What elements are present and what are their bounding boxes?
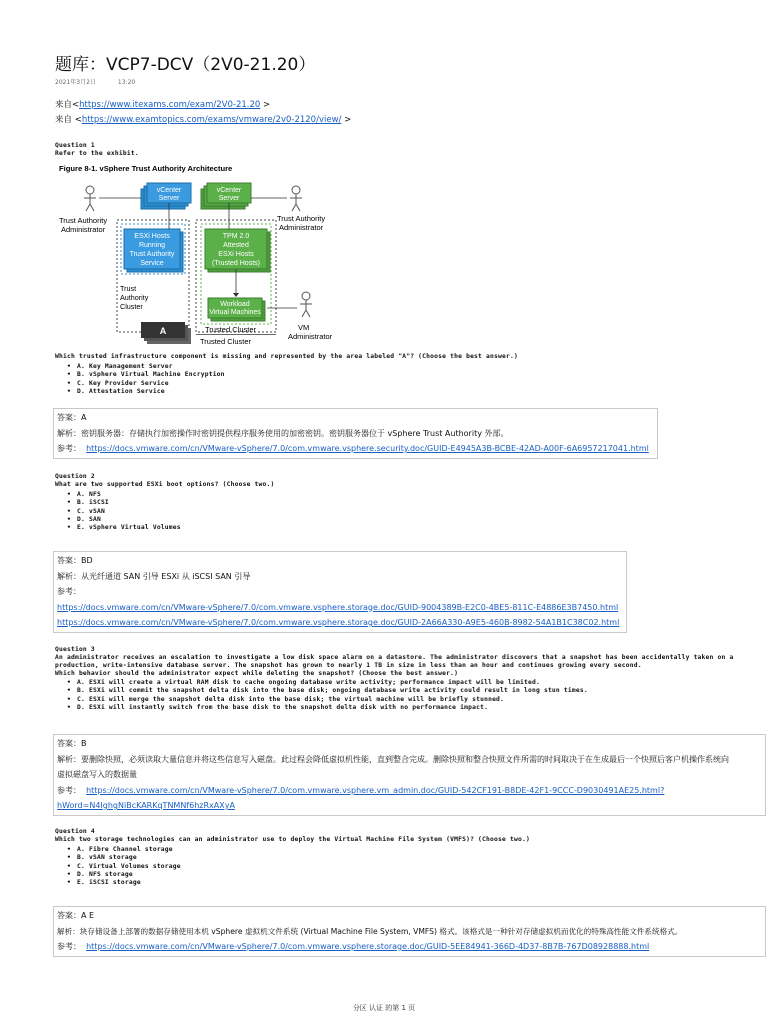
svg-text:Cluster: Cluster: [120, 302, 143, 311]
answer-box-4: 答案：A E 解析：块存储设备上部署的数据存储使用本机 vSphere 虚拟机文件系统 (Virtual Machine File System, VMFS) 格式。该格式是一种针对存储虚拟机而优化的特殊高性能文件系统格式。 参考： https://docs.vmware.com/cn/VMware-vSphere/7.0/com.vmware.vsphere.storage.doc/GUID-5EE84941-366D-4D37-8B7B-767D08928888.html: [53, 906, 766, 957]
source-link-2[interactable]: https://www.examtopics.com/exams/vmware/2v0-2120/view/: [81, 115, 342, 125]
source-line-1: 来自<https://www.itexams.com/exam/2V0-21.20 >: [55, 100, 271, 110]
page-title: 题库：VCP7-DCV（2V0-21.20）: [55, 55, 316, 75]
svg-text:ESXi Hosts: ESXi Hosts: [134, 233, 170, 240]
svg-text:Trusted Cluster: Trusted Cluster: [200, 337, 251, 346]
time-text: 13:20: [117, 79, 136, 86]
svg-text:A: A: [159, 326, 167, 336]
svg-text:vCenter: vCenter: [216, 187, 242, 194]
svg-text:VM: VM: [298, 323, 310, 332]
reference-link-1[interactable]: https://docs.vmware.com/cn/VMware-vSphere/7.0/com.vmware.vsphere.storage.doc/GUID-9004389B-E2C0-4BE5-811C-E4886E3B7450.html: [57, 602, 619, 612]
option-b: • B. vSphere Virtual Machine Encryption: [67, 371, 760, 379]
question-header: Question 1: [55, 142, 95, 149]
question-3: Question 3 An administrator receives an escalation to investigate a low disk space alarm on a datastore. The administrator discovers that a snapshot has been accidentally taken on a production, write-intensive database server. The snapshot has grown to nearly 1 TB in size in less than an hour and continues growing every second. Which behavior should the administrator expect while deleting the snapshot? (Choose the best answer.) • A. ESXi will create a virtual RAM disk to cache ongoing database write activity; performance impact will be limited. • B. ESXi will commit the snapshot delta disk into the base disk; ongoing database write activity could result in long stun times. • C. ESXi will merge the snapshot delta disk into the base disk; the virtual machine will be briefly stunned. • D. ESXi will instantly switch from the base disk to the snapshot delta disk with no performance impact.: [55, 646, 760, 712]
svg-text:Server: Server: [158, 195, 180, 202]
explanation-line: 解析：密钥服务器：存储执行加密操作时密钥提供程序服务使用的加密密钥。密钥服务器位于 vSphere Trust Authority 外部。: [57, 428, 509, 438]
question-4: Question 4 Which two storage technologies can an administrator use to deploy the Virtual Machine File System (VMFS)? (Choose two.) • A. Fibre Channel storage • B. vSAN storage • C. Virtual Volumes storage • D. NFS storage • E. iSCSI storage: [55, 828, 760, 887]
svg-text:Trust Authority: Trust Authority: [129, 251, 175, 258]
svg-text:(Trusted Hosts): (Trusted Hosts): [212, 260, 260, 267]
svg-text:Trusted Cluster: Trusted Cluster: [205, 325, 256, 334]
answer-line: 答案：A: [57, 413, 87, 422]
trust-authority-diagram: [55, 162, 345, 350]
answer-box-3: 答案：B 解析：要删除快照，必须读取大量信息并将这些信息写入磁盘。此过程会降低虚拟机性能，直到整合完成。删除快照和整合快照文件所需的时间取决于在生成最后一个快照后客户机操作系统向 虚拟磁盘写入的数据量 参考： https://docs.vmware.com/cn/VMware-vSphere/7.0/com.vmware.vsphere.vm_admin.doc/GUID-542CF191-B8DE-42F1-9CCC-D9030491AE25.html? hWord=N4IghgNiBcKARKqTNMNf6hzRxAXyA: [53, 734, 766, 816]
created-date: [55, 77, 157, 86]
options-list: • A. NFS • B. iSCSI • C. vSAN • D. SAN • E. vSphere Virtual Volumes: [55, 491, 760, 532]
svg-text:Trust Authority: Trust Authority: [277, 214, 326, 223]
svg-text:TPM 2.0: TPM 2.0: [222, 233, 250, 240]
page-footer: 分区 认证 的第 1 页: [352, 1004, 416, 1012]
reference-link-2[interactable]: https://docs.vmware.com/cn/VMware-vSphere/7.0/com.vmware.vsphere.storage.doc/GUID-2A66A330-A9E5-460B-8982-54A1B1C38C02.html: [57, 618, 620, 627]
svg-text:ESXi Hosts: ESXi Hosts: [218, 251, 254, 258]
question-1: [55, 142, 760, 158]
reference-link[interactable]: https://docs.vmware.com/cn/VMware-vSphere/7.0/com.vmware.vsphere.security.doc/GUID-E4945A3B-BCBE-42AD-A00F-6A6957217041.html: [86, 444, 649, 453]
svg-text:Attested: Attested: [223, 242, 249, 249]
person-icon-left: [84, 186, 96, 211]
source-line-2: 来自 <https://www.examtopics.com/exams/vmware/2v0-2120/view/ >: [55, 115, 352, 125]
reference-link-cont[interactable]: hWord=N4IghgNiBcKARKqTNMNf6hzRxAXyA: [57, 801, 235, 810]
svg-text:Server: Server: [218, 195, 240, 202]
svg-text:Running: Running: [138, 242, 166, 249]
svg-text:Administrator: Administrator: [61, 225, 106, 234]
option-a: • A. Key Management Server: [67, 363, 760, 371]
svg-text:vCenter: vCenter: [156, 187, 182, 194]
svg-text:Administrator: Administrator: [279, 223, 324, 232]
options-list: [55, 363, 760, 396]
question-1-prompt: Which trusted infrastructure component is missing and represented by the area labeled "A"? (Choose the best answer.) • A. Key Management Server • B. vSphere Virtual Machine Encryption • C. Key Provider Service • D. Attestation Service: [55, 353, 760, 396]
svg-text:Trust Authority: Trust Authority: [59, 216, 108, 225]
option-c: • C. Key Provider Service: [67, 380, 760, 388]
question-2: Question 2 What are two supported ESXi boot options? (Choose two.) • A. NFS • B. iSCSI • C. vSAN • D. SAN • E. vSphere Virtual Volumes: [55, 473, 760, 532]
person-icon-right: [290, 186, 302, 211]
answer-box-2: 答案：BD 解析：从光纤通道 SAN 引导 ESXi 从 iSCSI SAN 引导 参考： https://docs.vmware.com/cn/VMware-vSphere/7.0/com.vmware.vsphere.storage.doc/GUID-9004389B-E2C0-4BE5-811C-E4886E3B7450.html https://docs.vmware.com/cn/VMware-vSphere/7.0/com.vmware.vsphere.storage.doc/GUID-2A66A330-A9E5-460B-8982-54A1B1C38C02.html: [53, 551, 627, 633]
svg-text:Trust: Trust: [120, 284, 137, 293]
svg-text:Service: Service: [140, 260, 164, 267]
svg-text:Administrator: Administrator: [288, 332, 333, 341]
person-icon-vm-admin: [300, 292, 312, 317]
question-text: Refer to the exhibit.: [55, 150, 139, 157]
answer-box-1: 答案：A 解析：密钥服务器：存储执行加密操作时密钥提供程序服务使用的加密密钥。密钥服务器位于 vSphere Trust Authority 外部。 参考： https://docs.vmware.com/cn/VMware-vSphere/7.0/com.vmware.vsphere.security.doc/GUID-E4945A3B-BCBE-42AD-A00F-6A6957217041.html: [53, 408, 658, 459]
options-list: • A. ESXi will create a virtual RAM disk to cache ongoing database write activity; performance impact will be limited. • B. ESXi will commit the snapshot delta disk into the base disk; ongoing database write activity could result in long stun times. • C. ESXi will merge the snapshot delta disk into the base disk; the virtual machine will be briefly stunned. • D. ESXi will instantly switch from the base disk to the snapshot delta disk with no performance impact.: [55, 679, 760, 712]
date-text: 2021年3月2日: [55, 79, 96, 86]
options-list: • A. Fibre Channel storage • B. vSAN storage • C. Virtual Volumes storage • D. NFS storage • E. iSCSI storage: [55, 846, 760, 887]
option-d: • D. Attestation Service: [67, 388, 760, 396]
source-link-1[interactable]: https://www.itexams.com/exam/2V0-21.20: [79, 100, 261, 110]
svg-text:Workload: Workload: [220, 301, 250, 308]
figure-title: Figure 8-1. vSphere Trust Authority Architecture: [59, 164, 233, 173]
svg-text:Virtual Machines: Virtual Machines: [209, 309, 261, 316]
reference-link[interactable]: https://docs.vmware.com/cn/VMware-vSphere/7.0/com.vmware.vsphere.storage.doc/GUID-5EE84941-366D-4D37-8B7B-767D08928888.html: [86, 942, 650, 951]
svg-text:Authority: Authority: [120, 293, 149, 302]
reference-link[interactable]: https://docs.vmware.com/cn/VMware-vSphere/7.0/com.vmware.vsphere.vm_admin.doc/GUID-542CF191-B8DE-42F1-9CCC-D9030491AE25.html?: [86, 785, 665, 795]
